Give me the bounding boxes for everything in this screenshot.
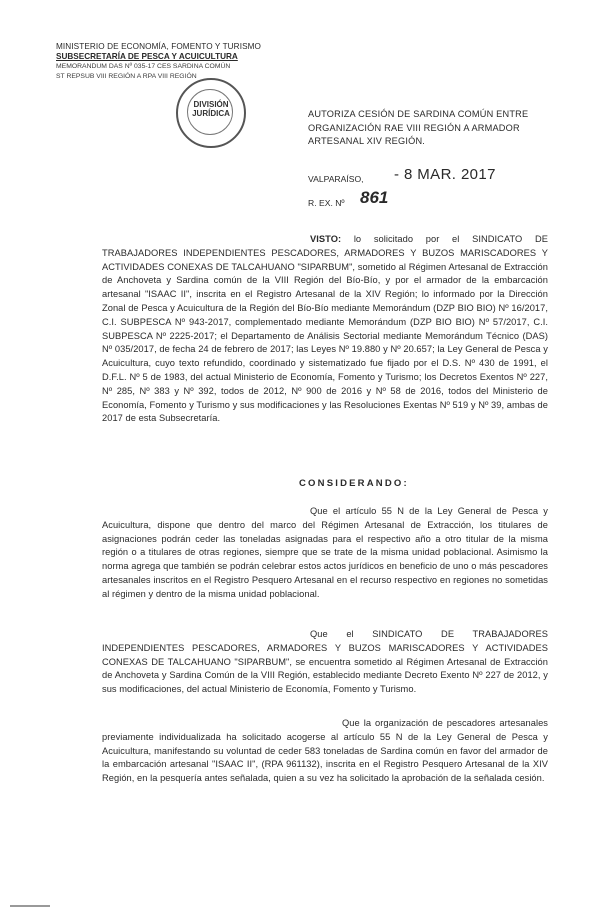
considerando-heading: CONSIDERANDO: xyxy=(299,478,409,489)
memo-reference: MEMORANDUM DAS Nº 035-17 CES SARDINA COMÚN xyxy=(56,63,231,70)
resolution-subject: AUTORIZA CESIÓN DE SARDINA COMÚN ENTRE ORGANIZACIÓN RAE VIII REGIÓN A ARMADOR ARTESANAL XIV REGIÓN. xyxy=(308,109,529,146)
visto-label: VISTO: xyxy=(310,234,342,244)
resolution-number-label: R. EX. Nº xyxy=(308,198,345,208)
ministry-name: MINISTERIO DE ECONOMÍA, FOMENTO Y TURISMO xyxy=(56,42,262,51)
considerando-paragraph-1: Que el artículo 55 N de la Ley General de Pesca y Acuicultura, dispone que dentro del marco del Régimen Artesanal de Extracción, los titulares de asignaciones podrán ceder las toneladas asignadas para el respectivo año a otro titular de la misma región o a titulares de otras regiones, siempre que se trate de la misma unidad poblacional. Asimismo la norma agrega que también se podrán celebrar estos actos jurídicos en beneficio de uno o más pescadores artesanales inscritos en el Registro Pesquero Artesanal en el recurso respectivo en regiones no sometidas al régimen y dentro de la misma unidad poblacional. xyxy=(102,506,548,599)
stamp-line-2: JURÍDICA xyxy=(192,109,230,118)
resolution-number: 861 xyxy=(360,188,389,207)
stamp-text xyxy=(178,100,244,118)
resolution-number-row xyxy=(308,190,508,214)
stamp-line-1: DIVISIÓN xyxy=(193,100,229,109)
considerando-paragraph-3: Que la organización de pescadores artesanales previamente individualizada ha solicitado acogerse al artículo 55 N de la Ley General de Pesca y Acuicultura, manifestando su voluntad de ceder 583 toneladas de Sardina común en favor del armador de la embarcación artesanal "ISAAC II", (RPA 961132), inscrita en el Registro Pesquero Artesanal de la XIV Región, en la pesquería antes señalada, quien a su vez ha solicitado la aprobación de la señalada cesión. xyxy=(102,718,548,784)
division-juridica-stamp xyxy=(176,78,246,148)
date-row xyxy=(308,166,568,190)
letterhead xyxy=(56,42,316,82)
city-label: VALPARAÍSO, xyxy=(308,174,364,184)
subsecretaria-name: SUBSECRETARÍA DE PESCA Y ACUICULTURA xyxy=(56,52,238,61)
page-edge-mark xyxy=(10,905,50,907)
region-reference: ST REPSUB VIII REGIÓN A RPA VIII REGIÓN xyxy=(56,73,197,80)
resolution-date: - 8 MAR. 2017 xyxy=(394,166,496,183)
visto-text: lo solicitado por el SINDICATO DE TRABAJADORES INDEPENDIENTES PESCADORES, ARMADORES Y BUZOS MARISCADORES Y ACTIVIDADES CONEXAS DE TALCAHUANO "SIPARBUM", sometido al Régimen Artesanal de Extracción de Anchoveta y Sardina común de la VIII Región del Bío-Bío, y por el armador de la embarcación artesanal "ISAAC II", inscrita en el Registro Artesanal de la XIV Región; lo informado por la Dirección Zonal de Pesca y Acuicultura de la Región del Bío-Bío mediante Memorándum (DZP BIO BIO) Nº 16/2017, C.I. SUBPESCA Nº 943-2017, complementado mediante Memorándum (DZP BIO BIO) Nº 57/2017, C.I. SUBPESCA Nº 2225-2017; el Departamento de Análisis Sectorial mediante Memorándum Técnico (DAS) Nº 035/2017, de fecha 24 de febrero de 2017; las Leyes Nº 19.880 y Nº 20.657; la Ley General de Pesca y Acuicultura, cuyo texto refundido, coordinado y sistematizado fue fijado por el D.S. Nº 430 de 1991, el D.F.L. Nº 5 de 1983, del actual Ministerio de Economía, Fomento y Turismo; los Decretos Exentos Nº 227, Nº 285, Nº 383 y Nº 392, todos de 2012, Nº 900 de 2016 y Nº 58 de 2016, todos del Ministerio de Economía, Fomento y Turismo y sus modificaciones y las Resoluciones Exentas Nº 519 y Nº 39, ambas de 2017 de esta Subsecretaría. xyxy=(102,234,548,424)
visto-paragraph xyxy=(102,233,548,426)
considerando-paragraph-2: Que el SINDICATO DE TRABAJADORES INDEPENDIENTES PESCADORES, ARMADORES Y BUZOS MARISCADORES Y ACTIVIDADES CONEXAS DE TALCAHUANO "SIPARBUM", se encuentra sometido al Régimen Artesanal de Extracción de Anchoveta y Sardina Común de la VIII Región, establecido mediante Decreto Exento Nº 227 de 2012, y sus modificaciones, del actual Ministerio de Economía, Fomento y Turismo. xyxy=(102,629,548,695)
